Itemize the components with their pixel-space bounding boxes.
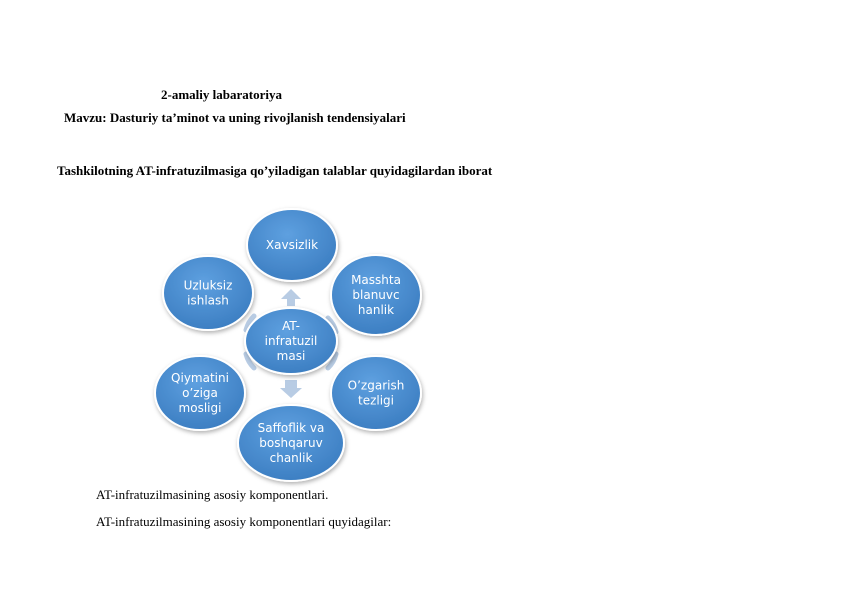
- node-xavsizlik-label: Xavsizlik: [265, 238, 319, 252]
- node-ozgarish-label: tezligi: [357, 393, 395, 408]
- node-saffoflik-label: Saffoflik va: [257, 421, 325, 435]
- node-qiymatini-label: o’ziga: [182, 386, 218, 400]
- node-uzluksiz-label: Uzluksiz: [183, 278, 233, 293]
- node-qiymatini-label: mosligi: [178, 401, 222, 415]
- node-xavsizlik: [247, 209, 337, 281]
- topic-heading: Mavzu: Dasturiy ta’minot va uning rivojlanish tendensiyalari: [64, 110, 406, 125]
- node-ozgarish-label: O’zgarish: [347, 378, 405, 393]
- lab-title: 2-amaliy labaratoriya: [161, 87, 282, 102]
- node-saffoflik: [238, 405, 344, 481]
- node-masshtab-label: hanlik: [357, 303, 395, 317]
- node-masshtab-label: Masshta: [351, 273, 401, 287]
- node-uzluksiz: [163, 256, 253, 330]
- center-node-label: infratuzil: [264, 334, 318, 348]
- arrow-up-icon: [281, 289, 301, 306]
- intro-text: Tashkilotning AT-infratuzilmasiga qo’yiladigan talablar quyidagilardan iborat: [57, 163, 493, 178]
- center-node-label: masi: [276, 349, 306, 363]
- diagram-nodes: [155, 209, 421, 481]
- paragraph-components: AT-infratuzilmasining asosiy komponentlari.: [96, 487, 329, 502]
- node-masshtab-label: blanuvc: [352, 288, 400, 302]
- node-saffoflik-label: chanlik: [269, 451, 313, 465]
- arrow-down-icon: [280, 380, 302, 398]
- center-node: [245, 308, 337, 374]
- node-saffoflik-label: boshqaruv: [259, 436, 323, 450]
- paragraph-components-list: AT-infratuzilmasining asosiy komponentlari quyidagilar:: [96, 514, 392, 529]
- node-qiymatini: [155, 356, 245, 430]
- node-qiymatini-label: Qiymatini: [171, 371, 229, 385]
- center-node-label: AT-: [282, 319, 300, 333]
- node-masshtab: [331, 255, 421, 335]
- node-ozgarish: [331, 356, 421, 430]
- node-uzluksiz-label: ishlash: [187, 293, 229, 308]
